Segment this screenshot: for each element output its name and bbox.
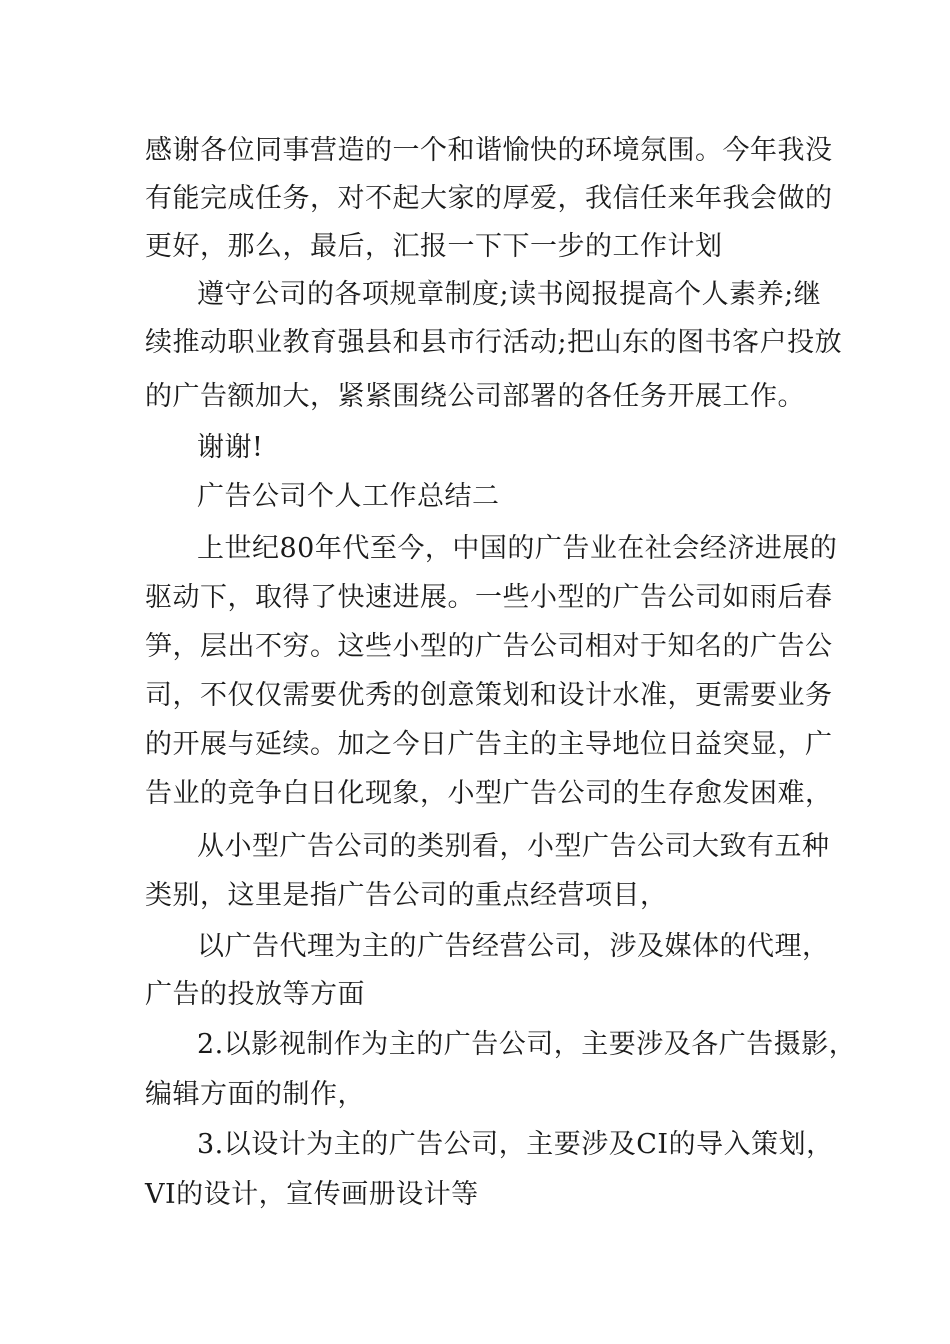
text-line: 遵守公司的各项规章制度;读书阅报提高个人素养;继 [197,279,822,310]
section-heading: 广告公司个人工作总结二 [197,481,500,512]
text-line: 有能完成任务，对不起大家的厚爱，我信任来年我会做的 [145,183,833,214]
list-item: 3.以设计为主的广告公司，主要涉及CI的导入策划， [197,1129,834,1160]
text-line: 谢谢! [197,432,264,463]
text-line: 笋，层出不穷。这些小型的广告公司相对于知名的广告公 [145,631,833,662]
text-line: 续推动职业教育强县和县市行活动;把山东的图书客户投放 [145,327,843,358]
text-line: 上世纪80年代至今，中国的广告业在社会经济进展的 [197,533,838,564]
text-line: 编辑方面的制作， [145,1079,365,1110]
text-line: VI的设计，宣传画册设计等 [145,1179,479,1210]
list-item: 2.以影视制作为主的广告公司，主要涉及各广告摄影， [197,1029,857,1060]
text-line: 更好，那么，最后，汇报一下下一步的工作计划 [145,231,723,262]
text-line: 驱动下，取得了快速进展。一些小型的广告公司如雨后春 [145,582,833,613]
text-line: 类别，这里是指广告公司的重点经营项目， [145,880,668,911]
text-line: 从小型广告公司的类别看，小型广告公司大致有五种 [197,831,830,862]
text-line: 司，不仅仅需要优秀的创意策划和设计水准，更需要业务 [145,680,833,711]
text-line: 感谢各位同事营造的一个和谐愉快的环境氛围。今年我没 [145,135,833,166]
text-line: 以广告代理为主的广告经营公司，涉及媒体的代理， [197,931,830,962]
text-line: 的开展与延续。加之今日广告主的主导地位日益突显，广 [145,729,833,760]
text-line: 告业的竞争白日化现象，小型广告公司的生存愈发困难， [145,778,833,809]
text-line: 的广告额加大，紧紧围绕公司部署的各任务开展工作。 [145,381,805,412]
text-line: 广告的投放等方面 [145,979,365,1010]
